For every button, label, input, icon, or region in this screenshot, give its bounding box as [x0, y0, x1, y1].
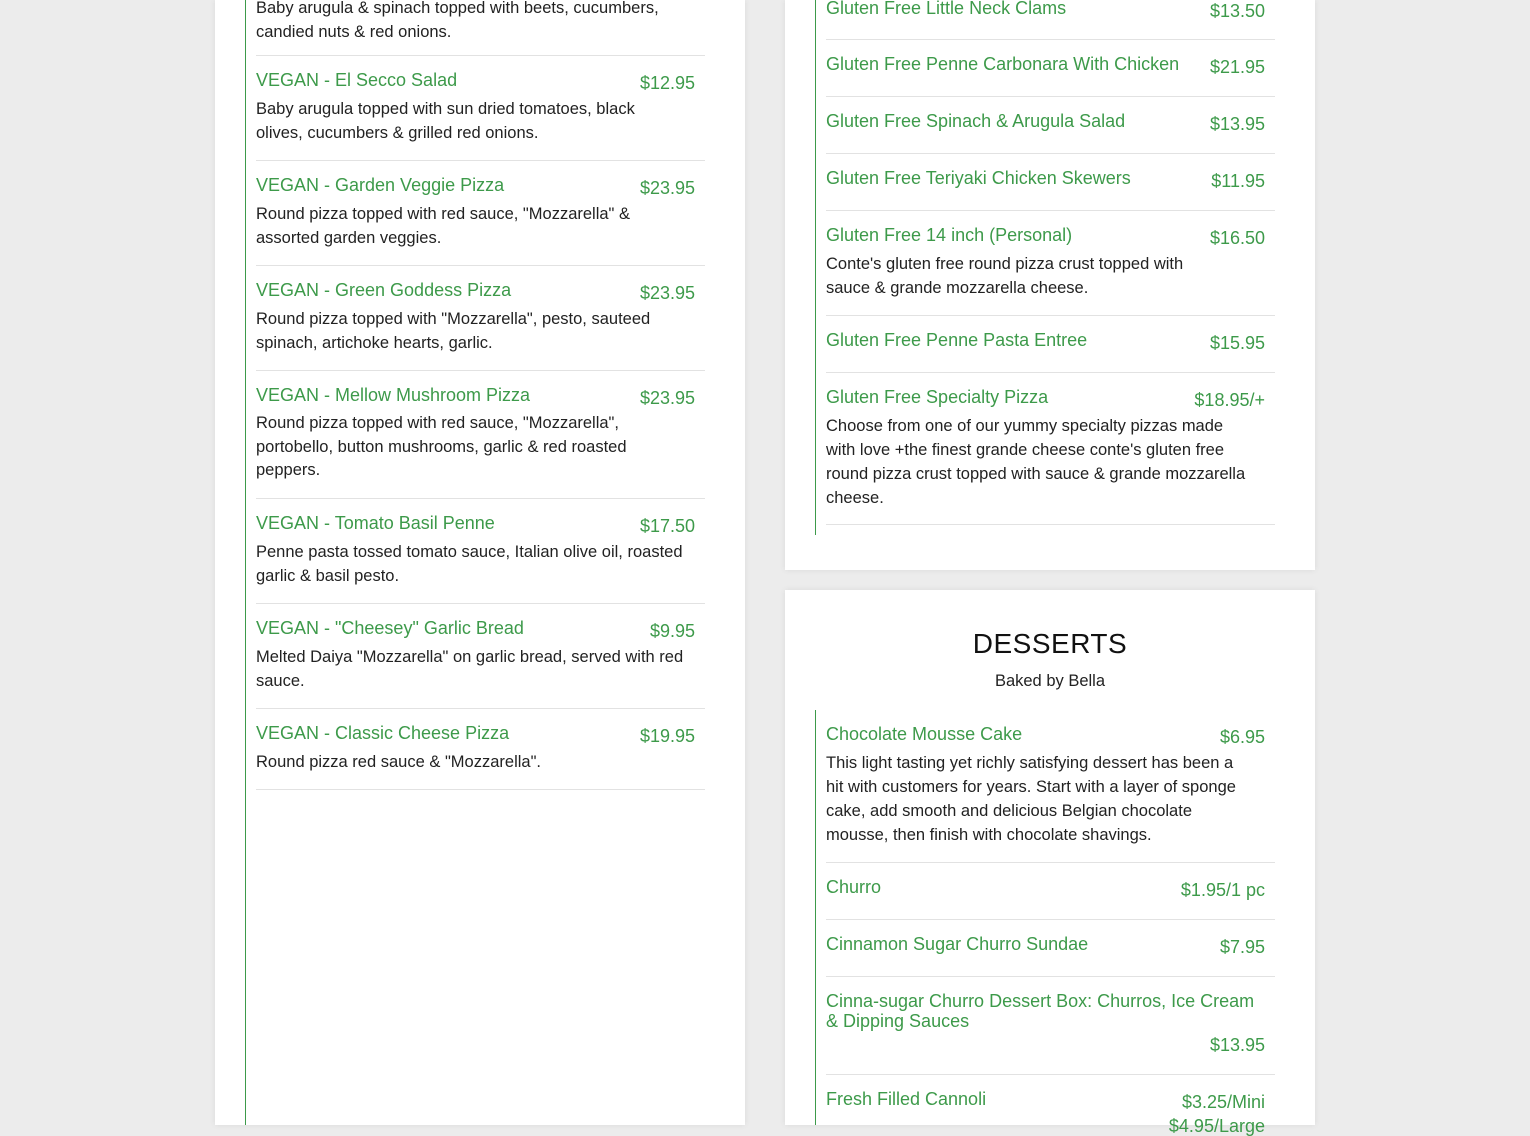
- menu-item[interactable]: [256, 0, 705, 56]
- menu-item[interactable]: [256, 280, 705, 371]
- menu-item-name[interactable]: Gluten Free Penne Pasta Entree: [826, 330, 1088, 350]
- menu-item-price: $19.95: [639, 726, 695, 746]
- menu-item-name[interactable]: Gluten Free Teriyaki Chicken Skewers: [826, 168, 1131, 188]
- menu-item-description: Choose from one of our yummy specialty pizzas made with love +the finest grande cheese conte's gluten free round pizza crust topped with sauce & grande mozzarella cheese.: [826, 417, 1246, 507]
- menu-item-price: $13.50: [1209, 1, 1265, 21]
- menu-item[interactable]: [256, 175, 705, 266]
- menu-item-name[interactable]: Fresh Filled Cannoli: [826, 1089, 987, 1109]
- menu-item-description: Penne pasta tossed tomato sauce, Italian olive oil, roasted garlic & basil pesto.: [256, 543, 683, 585]
- menu-item-name[interactable]: Cinna-sugar Churro Dessert Box: Churros, Ice Cream & Dipping Sauces: [826, 991, 1255, 1031]
- menu-item-price: $15.95: [1209, 333, 1265, 353]
- menu-item[interactable]: [826, 168, 1275, 211]
- menu-item-price: $23.95: [639, 178, 695, 198]
- menu-item-name[interactable]: VEGAN - El Secco Salad: [256, 70, 458, 90]
- menu-item-name[interactable]: VEGAN - Garden Veggie Pizza: [256, 175, 505, 195]
- menu-item[interactable]: [256, 513, 705, 604]
- menu-item[interactable]: [826, 111, 1275, 154]
- section-accent-line: [815, 0, 816, 535]
- menu-item-description: Conte's gluten free round pizza crust topped with sauce & grande mozzarella cheese.: [826, 255, 1184, 297]
- menu-item-price: $1.95/1 pc: [1180, 880, 1265, 900]
- menu-item-price: $12.95: [639, 73, 695, 93]
- menu-item-price: $23.95: [639, 283, 695, 303]
- desserts-menu-panel: [785, 590, 1315, 1136]
- menu-item[interactable]: [826, 1089, 1275, 1136]
- menu-item[interactable]: [826, 934, 1275, 977]
- menu-item-name[interactable]: Churro: [826, 877, 882, 897]
- section-accent-line: [815, 710, 816, 1125]
- section-title: DESSERTS: [972, 628, 1128, 659]
- menu-item-description: Round pizza red sauce & "Mozzarella".: [256, 753, 542, 771]
- menu-item-price: $18.95/+: [1194, 390, 1265, 410]
- menu-item-name[interactable]: VEGAN - Mellow Mushroom Pizza: [256, 385, 531, 405]
- menu-item-price: $16.50: [1209, 228, 1265, 248]
- menu-item-description: Melted Daiya "Mozzarella" on garlic bread, served with red sauce.: [256, 648, 684, 690]
- vegan-menu-panel: [215, 0, 745, 1125]
- menu-item[interactable]: [826, 225, 1275, 316]
- menu-item-description: Round pizza topped with "Mozzarella", pesto, sauteed spinach, artichoke hearts, garlic.: [256, 310, 651, 352]
- menu-item-description: Baby arugula & spinach topped with beets, cucumbers, candied nuts & red onions.: [256, 0, 659, 41]
- menu-item-name[interactable]: VEGAN - Classic Cheese Pizza: [256, 723, 510, 743]
- menu-item[interactable]: [826, 387, 1275, 525]
- menu-item[interactable]: [256, 723, 705, 790]
- menu-item-name[interactable]: VEGAN - Green Goddess Pizza: [256, 280, 512, 300]
- menu-item[interactable]: [256, 618, 705, 709]
- menu-item-name[interactable]: Gluten Free Spinach & Arugula Salad: [826, 111, 1126, 131]
- menu-item[interactable]: [826, 54, 1275, 97]
- menu-item-price-secondary: $4.95/Large: [1168, 1116, 1265, 1136]
- menu-item-price: $21.95: [1209, 57, 1265, 77]
- menu-item-description: Round pizza topped with red sauce, "Mozzarella" & assorted garden veggies.: [256, 205, 630, 247]
- menu-item-name[interactable]: Gluten Free Specialty Pizza: [826, 387, 1049, 407]
- menu-item-name[interactable]: Chocolate Mousse Cake: [826, 724, 1023, 744]
- menu-item-name[interactable]: Cinnamon Sugar Churro Sundae: [826, 934, 1089, 954]
- menu-item-description: This light tasting yet richly satisfying dessert has been a hit with customers for years. Start with a layer of sponge cake, add smooth and delicious Belgian chocolate mousse, then finish with chocolate shavings.: [826, 754, 1236, 844]
- menu-item-price: $17.50: [639, 516, 695, 536]
- menu-item[interactable]: [826, 330, 1275, 373]
- menu-item[interactable]: [826, 0, 1275, 40]
- menu-item-price: $6.95: [1219, 727, 1265, 747]
- menu-item-price: $3.25/Mini: [1181, 1092, 1265, 1112]
- menu-item[interactable]: [826, 724, 1275, 863]
- menu-item-price: $13.95: [1209, 114, 1265, 134]
- gluten-free-menu-panel: [785, 0, 1315, 570]
- menu-item-name[interactable]: VEGAN - Tomato Basil Penne: [256, 513, 495, 533]
- menu-item-name[interactable]: Gluten Free Little Neck Clams: [826, 0, 1067, 18]
- menu-item[interactable]: [256, 385, 705, 499]
- menu-item-price: $13.95: [1209, 1035, 1265, 1055]
- menu-item-price: $11.95: [1211, 171, 1265, 191]
- menu-item-description: Round pizza topped with red sauce, "Mozzarella", portobello, button mushrooms, garlic & red roasted peppers.: [256, 414, 627, 479]
- menu-item-description: Baby arugula topped with sun dried tomatoes, black olives, cucumbers & grilled red onions.: [256, 100, 635, 142]
- menu-item-name[interactable]: VEGAN - "Cheesey" Garlic Bread: [256, 618, 524, 638]
- menu-item-price: $23.95: [639, 388, 695, 408]
- menu-item-name[interactable]: Gluten Free 14 inch (Personal): [826, 225, 1073, 245]
- menu-item[interactable]: [826, 877, 1275, 920]
- menu-item-price: $9.95: [649, 621, 695, 641]
- section-subtitle: Baked by Bella: [994, 672, 1106, 690]
- menu-item-name[interactable]: Gluten Free Penne Carbonara With Chicken: [826, 54, 1180, 74]
- section-accent-line: [245, 0, 246, 1125]
- menu-item-price: $7.95: [1219, 937, 1265, 957]
- menu-item[interactable]: [826, 991, 1275, 1075]
- menu-item[interactable]: [256, 70, 705, 161]
